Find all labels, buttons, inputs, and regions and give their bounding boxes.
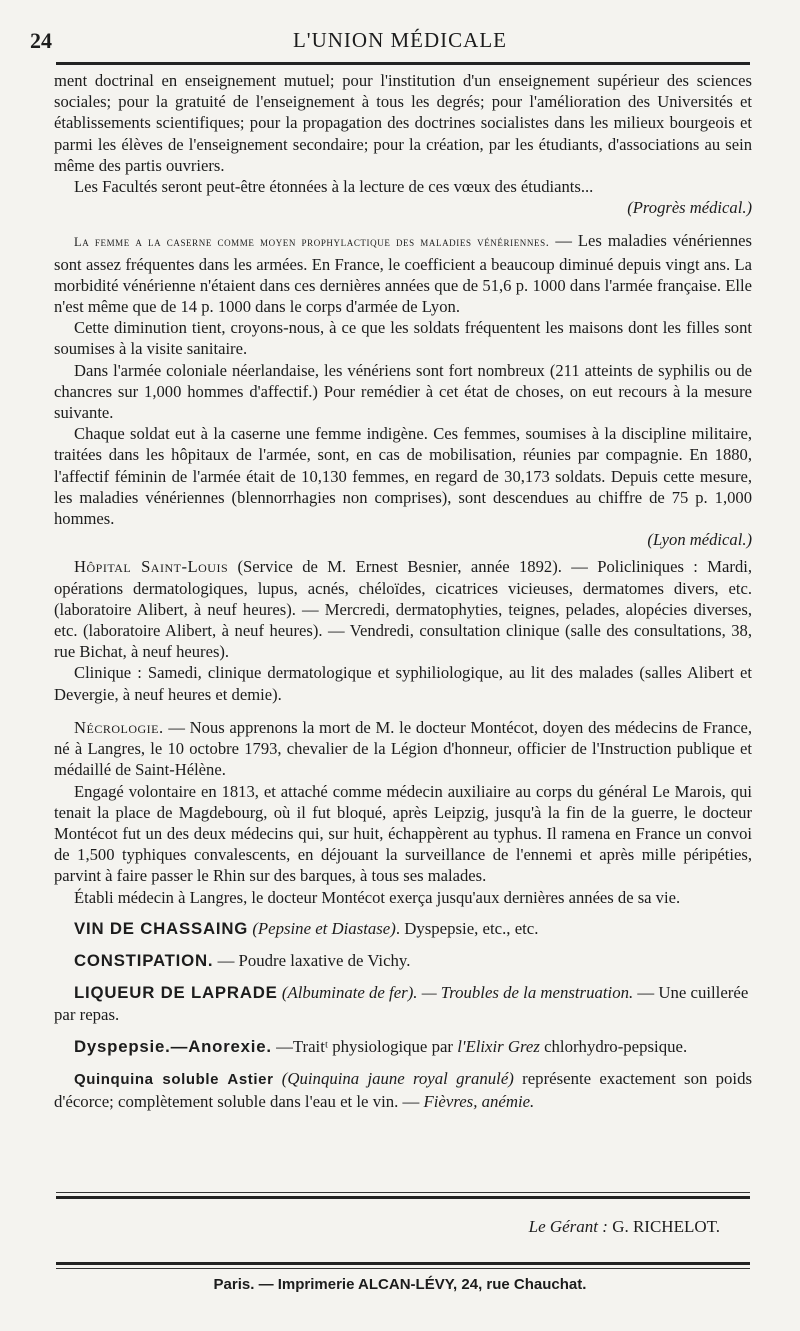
hopital-paragraph: Hôpital Saint-Louis (Service de M. Ernest Besnier, année 1892). — Policliniques : Mardi, opérations dermatologiques, lupus, acnés, chéloïdes, cicatrices vicieuses, dermatomes divers, etc. (laboratoire Alibert, à neuf heures). — Mercredi, dermatophyties, teignes, pelades, alopécies diverses, etc. (laboratoire Alibert, à neuf heures). — Vendredi, consultation clinique (salle des consultations, 38, rue Bichat, à neuf heures). bbox=[54, 557, 753, 662]
hopital-heading: Hôpital Saint-Louis bbox=[74, 557, 229, 577]
imprint-rule-thin bbox=[56, 1268, 750, 1269]
header-rule bbox=[56, 62, 750, 65]
footer-rule-top bbox=[56, 1192, 750, 1193]
caserne-heading: La femme a la caserne comme moyen prophylactique des maladies vénériennes. bbox=[74, 235, 550, 250]
advertisement: Quinquina soluble Astier (Quinquina jaune royal granulé) représente exactement son poids d'écorce; complètement soluble dans l'eau et le vin. — Fièvres, anémie. bbox=[54, 1068, 752, 1111]
imprint-rule bbox=[56, 1262, 750, 1265]
printer-imprint: Paris. — Imprimerie ALCAN-LÉVY, 24, rue Chauchat. bbox=[213, 1276, 587, 1293]
main-text bbox=[54, 70, 752, 1113]
caserne-source: (Lyon médical.) bbox=[647, 530, 752, 550]
hopital-paragraph: Clinique : Samedi, clinique dermatologique et syphiliologique, au lit des malades (salles Alibert et Devergie, à neuf heures et demie). bbox=[54, 663, 752, 704]
caserne-paragraph: Cette diminution tient, croyons-nous, à ce que les soldats fréquentent les maisons dont les filles sont soumises à la visite sanitaire. bbox=[54, 318, 752, 359]
page-header bbox=[30, 28, 770, 58]
page-number: 24 bbox=[30, 28, 52, 53]
caserne-paragraph: La femme a la caserne comme moyen prophylactique des maladies vénériennes. — Les maladies vénériennes sont assez fréquentes dans les armées. En France, le coefficient a beaucoup diminué depuis vingt ans. La morbidité vénérienne n'étaient dans ces dernières années que de 51,6 p. 1000 dans l'armée française. Elle n'est même que de 14 p. 1000 dans le corps d'armée de Lyon. bbox=[54, 231, 752, 317]
journal-title: L'UNION MÉDICALE bbox=[292, 28, 507, 52]
necrologie-paragraph: Engagé volontaire en 1813, et attaché comme médecin auxiliaire au corps du général Le Marois, qui tenait la place de Magdebourg, où il fut bloqué, après Leipzig, jusqu'à la fin de la guerre, le docteur Montécot fut un des deux médecins qui, sur huit, échappèrent au typhus. Il ramena en France un convoi de 1,500 typhiques convalescents, en déjouant la surveillance de l'ennemi et après mille péripéties, parvint à faire passer le Rhin sur des barques, à tous ses malades. bbox=[54, 781, 752, 886]
article-paragraph: Les Facultés seront peut-être étonnées à la lecture de ces vœux des étudiants... bbox=[74, 177, 594, 197]
caserne-paragraph: Dans l'armée coloniale néerlandaise, les vénériens sont fort nombreux (211 atteints de syphilis ou de chancres sur 1,000 hommes d'affectif.) Pour remédier à cet état de choses, on eut recours à la mesure suivante. bbox=[54, 360, 752, 423]
necrologie-paragraph: Nécrologie. — Nous apprenons la mort de M. le docteur Montécot, doyen des médecins de France, né à Langres, le 10 octobre 1793, chevalier de la Légion d'honneur, officier de l'Instruction publique et médaillé de Saint-Hélène. bbox=[54, 717, 752, 780]
advertisement: LIQUEUR DE LAPRADE (Albuminate de fer). — Troubles de la menstruation. — Une cuillerée par repas. bbox=[54, 982, 749, 1024]
footer-rule-top-thick bbox=[56, 1196, 750, 1199]
advertisement: Dyspepsie.—Anorexie. —Traitᵗ physiologique par l'Elixir Grez chlorhydro-pepsique. bbox=[74, 1036, 688, 1056]
necrologie-paragraph: Établi médecin à Langres, le docteur Montécot exerça jusqu'aux dernières années de sa vie. bbox=[74, 887, 681, 907]
gerant-signature: Le Gérant : G. RICHELOT. bbox=[528, 1217, 720, 1236]
caserne-paragraph: Chaque soldat eut à la caserne une femme indigène. Ces femmes, soumises à la discipline militaire, traitées dans les hôpitaux de l'armée, sont, en cas de mobilisation, réunies par compagnie. En 1880, l'affectif féminin de l'armée était de 10,130 femmes, en regard de 30,173 soldats. Depuis cette mesure, les maladies vénériennes (blennorrhagies non comprises), sont descendues au chiffre de 75 p. 1,000 hommes. bbox=[54, 424, 752, 529]
article-paragraph: ment doctrinal en enseignement mutuel; pour l'institution d'un enseignement supérieur des sciences sociales; pour la gratuité de l'enseignement à tous les degrés; pour l'amélioration des Universités et établissements scientifiques; pour la propagation des doctrines socialistes dans les milieux bourgeois et parmi les élèves de l'enseignement secondaire; pour la création, par les étudiants, d'associations au sein même des partis ouvriers. bbox=[54, 71, 752, 175]
advertisement: CONSTIPATION. — Poudre laxative de Vichy. bbox=[74, 950, 411, 970]
article-source: (Progrès médical.) bbox=[627, 198, 752, 218]
necrologie-heading: Nécrologie. bbox=[74, 717, 164, 737]
advertisement: VIN DE CHASSAING (Pepsine et Diastase). Dyspepsie, etc., etc. bbox=[74, 918, 539, 938]
